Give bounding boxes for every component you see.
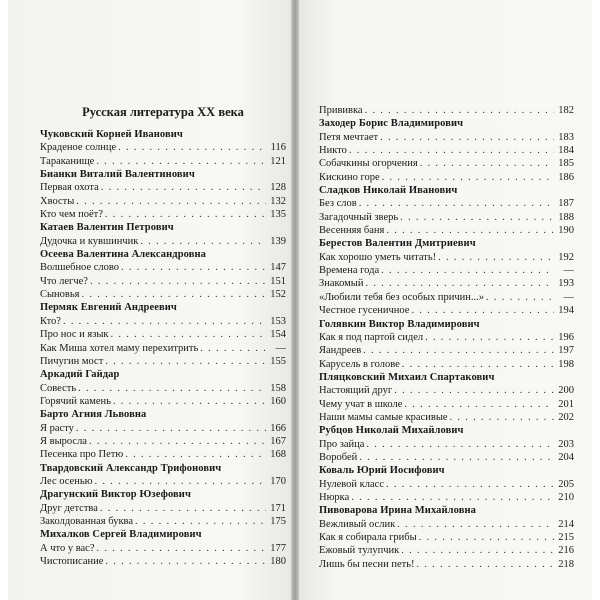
toc-entry	[319, 304, 574, 317]
author-heading: Аркадий Гайдар	[40, 369, 120, 381]
toc-entry	[40, 448, 286, 461]
entry-title: Кто чем поёт?	[40, 209, 103, 221]
entry-page-number: 139	[270, 235, 286, 247]
entry-page-number: 185	[558, 158, 574, 170]
toc-entry	[40, 382, 286, 395]
toc-entry	[319, 544, 574, 557]
entry-page-number: 192	[558, 251, 574, 263]
entry-page-number: 188	[558, 211, 574, 223]
toc-entry	[319, 491, 574, 504]
dot-leader	[78, 382, 266, 395]
entry-title: Первая охота	[40, 182, 99, 194]
entry-page-number: 201	[558, 398, 574, 410]
entry-page-number: 160	[270, 395, 286, 407]
entry-page-number: 190	[558, 225, 574, 237]
entry-page-number: 135	[270, 209, 286, 221]
toc-entry	[319, 478, 574, 491]
dot-leader	[365, 104, 554, 117]
dot-leader	[135, 515, 266, 528]
toc-entry	[319, 558, 574, 571]
toc-entry	[40, 315, 286, 328]
dot-leader	[366, 438, 554, 451]
toc-entry	[40, 208, 286, 221]
dot-leader	[394, 384, 554, 397]
left-contents-list	[40, 128, 286, 568]
entry-title: Хвосты	[40, 195, 75, 207]
toc-entry	[40, 141, 286, 154]
dot-leader	[411, 304, 554, 317]
author-heading: Бианки Виталий Валентинович	[40, 169, 195, 181]
entry-title: «Любили тебя без особых причин...»	[319, 291, 485, 303]
entry-page-number: 180	[270, 556, 286, 567]
toc-entry	[40, 342, 286, 355]
entry-title: Как я собирала грибы	[319, 532, 417, 543]
dot-leader	[402, 358, 554, 371]
toc-entry	[319, 398, 574, 411]
section-title: Русская литература XX века	[82, 105, 244, 119]
entry-page-number: 200	[558, 385, 574, 397]
dot-leader	[101, 181, 266, 194]
author-heading: Осеева Валентина Александровна	[40, 249, 207, 261]
author-heading: Чуковский Корней Иванович	[40, 129, 183, 140]
dot-leader	[359, 451, 554, 464]
dot-leader	[82, 288, 266, 301]
author-heading: Пляцковский Михаил Спартакович	[319, 371, 495, 383]
entry-page-number: 151	[270, 275, 286, 287]
toc-entry	[319, 358, 574, 371]
entry-page-number: 193	[558, 278, 574, 290]
entry-page-number: 210	[558, 491, 574, 503]
entry-title: Сыновья	[40, 289, 80, 301]
entry-title: Волшебное слово	[40, 262, 120, 274]
dot-leader	[76, 195, 266, 208]
entry-title: Горячий камень	[40, 395, 111, 407]
dot-leader	[365, 277, 554, 290]
entry-page-number: 121	[270, 155, 286, 167]
entry-page-number: —	[563, 265, 574, 277]
entry-title: Что легче?	[40, 275, 88, 287]
toc-entry	[40, 288, 286, 301]
author-heading: Михалков Сергей Владимирович	[40, 529, 202, 541]
entry-page-number: 167	[270, 435, 286, 447]
dot-leader	[359, 197, 554, 210]
toc-entry	[40, 195, 286, 208]
entry-page-number: 155	[270, 355, 286, 367]
toc-entry	[319, 277, 574, 290]
book-gutter	[291, 0, 299, 600]
entry-title: Загадочный зверь	[319, 211, 399, 223]
entry-title: Я выросла	[40, 435, 87, 447]
entry-title: Ежовый тулупчик	[319, 545, 400, 557]
dot-leader	[380, 131, 554, 144]
entry-title: Настоящий друг	[319, 385, 393, 397]
dot-leader	[386, 478, 554, 491]
left-page	[8, 0, 291, 600]
author-heading: Пермяк Евгений Андреевич	[40, 302, 177, 314]
dot-leader	[351, 491, 554, 504]
dot-leader	[96, 155, 266, 168]
dot-leader	[363, 344, 554, 357]
toc-entry	[319, 411, 574, 424]
dot-leader	[425, 331, 554, 344]
toc-entry	[319, 171, 574, 184]
entry-page-number: 216	[558, 545, 574, 557]
toc-entry	[40, 275, 286, 288]
toc-entry	[319, 197, 574, 210]
entry-title: Как я под партой сидел	[319, 331, 424, 343]
entry-page-number: 196	[558, 331, 574, 343]
toc-entry	[40, 181, 286, 194]
toc-entry	[40, 422, 286, 435]
toc-entry	[319, 264, 574, 277]
toc-entry	[319, 224, 574, 237]
dot-leader	[121, 261, 266, 274]
author-heading: Барто Агния Львовна	[40, 409, 147, 421]
author-heading: Катаев Валентин Петрович	[40, 222, 174, 234]
dot-leader	[63, 315, 266, 328]
dot-leader	[111, 328, 266, 341]
entry-title: Я расту	[40, 422, 74, 434]
entry-title: Заколдованная буква	[40, 515, 134, 527]
entry-page-number: 184	[558, 145, 574, 157]
dot-leader	[105, 208, 266, 221]
entry-title: Как хорошо уметь читать!	[319, 251, 437, 263]
dot-leader	[450, 411, 554, 424]
dot-leader	[97, 542, 267, 555]
entry-page-number: 166	[270, 422, 286, 434]
entry-page-number: 204	[558, 451, 574, 463]
toc-entry	[40, 555, 286, 568]
dot-leader	[113, 395, 266, 408]
entry-page-number: 203	[558, 438, 574, 450]
entry-title: Вежливый ослик	[319, 518, 396, 530]
entry-page-number: —	[275, 342, 286, 354]
toc-entry	[319, 518, 574, 531]
toc-entry	[319, 384, 574, 397]
entry-title: Про нос и язык	[40, 329, 109, 341]
entry-title: Тараканище	[40, 155, 95, 167]
toc-entry	[319, 157, 574, 170]
toc-entry	[319, 251, 574, 264]
left-contents-column	[40, 104, 286, 568]
dot-leader	[401, 544, 554, 557]
dot-leader	[94, 475, 266, 488]
entry-title: А что у вас?	[40, 542, 95, 554]
entry-title: Воробей	[319, 451, 358, 463]
author-heading: Драгунский Виктор Юзефович	[40, 489, 191, 501]
entry-title: Времена года	[319, 265, 380, 277]
entry-title: Честное гусеничное	[319, 305, 410, 317]
dot-leader	[125, 448, 266, 461]
entry-page-number: 205	[558, 478, 574, 490]
entry-page-number: 218	[558, 558, 574, 570]
dot-leader	[438, 251, 554, 264]
author-heading: Пивоварова Ирина Михайловна	[319, 505, 477, 517]
entry-title: Дудочка и кувшинчик	[40, 235, 139, 247]
entry-page-number: 116	[270, 142, 286, 154]
entry-title: Кискино горе	[319, 171, 380, 183]
dot-leader	[420, 157, 554, 170]
entry-title: Нюрка	[319, 491, 350, 503]
entry-title: Весенняя баня	[319, 225, 385, 237]
toc-entry	[40, 435, 286, 448]
entry-page-number: 132	[270, 195, 286, 207]
toc-entry	[319, 438, 574, 451]
toc-entry	[319, 211, 574, 224]
dot-leader	[90, 275, 266, 288]
dot-leader	[386, 224, 554, 237]
entry-title: Прививка	[319, 105, 363, 116]
toc-entry	[319, 331, 574, 344]
entry-page-number: 170	[270, 475, 286, 487]
dot-leader	[105, 555, 266, 568]
entry-title: Никто	[319, 145, 347, 157]
author-heading: Берестов Валентин Дмитриевич	[319, 238, 476, 250]
entry-page-number: 186	[558, 171, 574, 183]
entry-title: Без слов	[319, 198, 357, 210]
toc-entry	[40, 235, 286, 248]
author-heading: Коваль Юрий Иосифович	[319, 465, 445, 477]
entry-page-number: 128	[270, 182, 286, 194]
entry-page-number: 152	[270, 289, 286, 301]
dot-leader	[400, 211, 554, 224]
right-contents-list	[319, 104, 574, 571]
entry-page-number: 215	[558, 532, 574, 543]
toc-entry	[40, 395, 286, 408]
entry-title: Друг детства	[40, 502, 98, 514]
entry-title: Как Миша хотел маму перехитрить	[40, 342, 199, 354]
dot-leader	[404, 398, 554, 411]
dot-leader	[397, 518, 554, 531]
dot-leader	[105, 355, 266, 368]
toc-entry	[319, 131, 574, 144]
author-heading: Голявкин Виктор Владимирович	[319, 318, 480, 330]
author-heading: Рубцов Николай Михайлович	[319, 425, 464, 437]
entry-page-number: 202	[558, 411, 574, 423]
entry-page-number: 198	[558, 358, 574, 370]
toc-entry	[40, 475, 286, 488]
toc-entry	[319, 104, 574, 117]
toc-entry	[319, 451, 574, 464]
dot-leader	[140, 235, 266, 248]
entry-page-number: 197	[558, 345, 574, 357]
entry-title: Лишь бы песни петь!	[319, 558, 415, 570]
entry-title: Чистописание	[40, 556, 104, 567]
entry-title: Собачкины огорчения	[319, 158, 418, 170]
entry-title: Яандреев	[319, 345, 362, 357]
toc-entry	[40, 261, 286, 274]
dot-leader	[382, 171, 554, 184]
toc-entry	[40, 155, 286, 168]
toc-entry	[40, 542, 286, 555]
dot-leader	[419, 531, 554, 544]
entry-page-number: 171	[270, 502, 286, 514]
entry-page-number: 183	[558, 131, 574, 143]
author-heading: Сладков Николай Иванович	[319, 185, 458, 197]
author-heading: Твардовский Александр Трифонович	[40, 462, 222, 474]
toc-entry	[319, 531, 574, 544]
dot-leader	[200, 342, 266, 355]
toc-entry	[319, 344, 574, 357]
dot-leader	[118, 141, 266, 154]
entry-title: Петя мечтает	[319, 131, 379, 143]
dot-leader	[89, 435, 266, 448]
toc-entry	[40, 515, 286, 528]
dot-leader	[416, 558, 554, 571]
entry-title: Знакомый	[319, 278, 364, 290]
entry-title: Лес осенью	[40, 475, 93, 487]
author-heading: Заходер Борис Владимирович	[319, 118, 464, 130]
entry-title: Нулевой класс	[319, 478, 384, 490]
entry-title: Пичугин мост	[40, 355, 104, 367]
toc-entry	[40, 355, 286, 368]
entry-page-number: 154	[270, 329, 286, 341]
toc-entry	[40, 328, 286, 341]
entry-page-number: 175	[270, 515, 286, 527]
toc-entry	[319, 291, 574, 304]
entry-title: Наши мамы самые красивые	[319, 411, 448, 423]
entry-title: Чему учат в школе	[319, 398, 403, 410]
toc-entry	[319, 144, 574, 157]
dot-leader	[349, 144, 554, 157]
entry-title: Карусель в голове	[319, 358, 400, 370]
dot-leader	[486, 291, 554, 304]
entry-page-number: 153	[270, 315, 286, 327]
entry-title: Кто?	[40, 315, 61, 327]
entry-page-number: 168	[270, 449, 286, 461]
entry-page-number: 214	[558, 518, 574, 530]
entry-page-number: 182	[558, 105, 574, 116]
dot-leader	[100, 502, 266, 515]
entry-page-number: 187	[558, 198, 574, 210]
entry-title: Совесть	[40, 382, 77, 394]
right-contents-column	[319, 104, 574, 571]
entry-title: Краденое солнце	[40, 142, 117, 154]
entry-title: Про зайца	[319, 438, 365, 450]
entry-page-number: 147	[270, 262, 286, 274]
entry-title: Песенка про Петю	[40, 449, 124, 461]
entry-page-number: —	[563, 291, 574, 303]
toc-entry	[40, 502, 286, 515]
entry-page-number: 177	[270, 542, 286, 554]
entry-page-number: 194	[558, 305, 574, 317]
dot-leader	[76, 422, 266, 435]
right-page	[299, 0, 592, 600]
dot-leader	[381, 264, 554, 277]
entry-page-number: 158	[270, 382, 286, 394]
